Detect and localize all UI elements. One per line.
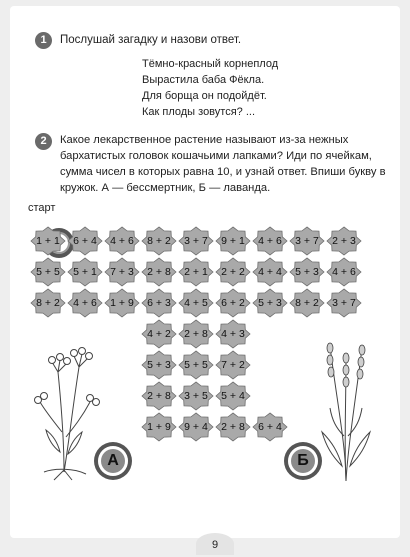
maze-cell-expression: 5 + 3 [147, 359, 171, 371]
maze-cell[interactable] [141, 412, 177, 442]
maze-cell-expression: 8 + 2 [36, 297, 60, 309]
maze-cell-expression: 1 + 9 [147, 421, 171, 433]
maze-cell[interactable] [215, 350, 251, 380]
workbook-page [10, 6, 400, 551]
maze-cell[interactable] [67, 288, 103, 318]
maze-cell-expression: 3 + 7 [295, 235, 319, 247]
task-1-instruction: Послушай загадку и назови ответ. [60, 34, 242, 46]
maze-cell-expression: 2 + 1 [184, 266, 208, 278]
maze-cell[interactable] [215, 257, 251, 287]
maze-cell-expression: 5 + 4 [221, 390, 245, 402]
maze-cell-expression: 8 + 2 [295, 297, 319, 309]
page-number: 9 [196, 533, 234, 555]
maze-cell-expression: 8 + 2 [147, 235, 171, 247]
maze-cell-expression: 5 + 5 [36, 266, 60, 278]
maze-cell-expression: 7 + 2 [221, 359, 245, 371]
maze-cell[interactable] [104, 257, 140, 287]
maze-cell[interactable] [289, 226, 325, 256]
maze-cell[interactable] [178, 381, 214, 411]
task-2-number-badge: 2 [35, 133, 52, 150]
maze-cell-expression: 4 + 4 [258, 266, 282, 278]
maze-cell[interactable] [141, 381, 177, 411]
maze-cell-expression: 4 + 6 [258, 235, 282, 247]
maze-cell-expression: 9 + 1 [221, 235, 245, 247]
maze-cell[interactable] [178, 350, 214, 380]
maze-cell-expression: 4 + 6 [332, 266, 356, 278]
maze-cell-expression: 2 + 2 [221, 266, 245, 278]
lavender-plant-illustration [306, 336, 386, 486]
maze-cell-expression: 6 + 4 [258, 421, 282, 433]
maze-cell-expression: 5 + 3 [295, 266, 319, 278]
maze-cell-expression: 5 + 5 [184, 359, 208, 371]
maze-cell[interactable] [326, 226, 362, 256]
immortelle-plant-illustration [24, 342, 104, 482]
maze-cell-expression: 2 + 8 [221, 421, 245, 433]
riddle-line: Для борща он подойдёт. [142, 90, 267, 102]
maze-cell[interactable] [67, 226, 103, 256]
maze-cell-expression: 2 + 8 [147, 390, 171, 402]
maze-cell[interactable] [178, 412, 214, 442]
maze-cell[interactable] [30, 226, 66, 256]
maze-cell[interactable] [252, 288, 288, 318]
maze-cell[interactable] [252, 226, 288, 256]
maze-cell-expression: 1 + 9 [110, 297, 134, 309]
maze-cell-expression: 6 + 2 [221, 297, 245, 309]
maze-cell[interactable] [141, 319, 177, 349]
maze-cell[interactable] [141, 350, 177, 380]
maze-cell-expression: 2 + 8 [184, 328, 208, 340]
maze-cell-expression: 3 + 7 [332, 297, 356, 309]
maze-cell[interactable] [178, 226, 214, 256]
maze-cell[interactable] [215, 412, 251, 442]
maze-cell[interactable] [252, 257, 288, 287]
maze-cell-expression: 4 + 2 [147, 328, 171, 340]
maze-cell-expression: 6 + 4 [73, 235, 97, 247]
task-1-number-badge: 1 [35, 32, 52, 49]
maze-cell-expression: 5 + 1 [73, 266, 97, 278]
start-label: старт [28, 202, 56, 214]
maze-cell[interactable] [141, 226, 177, 256]
maze-cell[interactable] [104, 226, 140, 256]
maze-cell[interactable] [104, 288, 140, 318]
maze-cell-expression: 9 + 4 [184, 421, 208, 433]
maze-cell[interactable] [215, 288, 251, 318]
maze-cell[interactable] [326, 257, 362, 287]
riddle-line: Вырастила баба Фёкла. [142, 74, 265, 86]
maze-cell[interactable] [215, 319, 251, 349]
maze-cell-expression: 4 + 6 [110, 235, 134, 247]
maze-cell-expression: 4 + 5 [184, 297, 208, 309]
maze-cell-expression: 3 + 7 [184, 235, 208, 247]
maze-cell[interactable] [178, 288, 214, 318]
answer-circle-a[interactable]: А [98, 446, 128, 476]
maze-cell[interactable] [289, 288, 325, 318]
maze-cell-expression: 2 + 3 [332, 235, 356, 247]
maze-cell[interactable] [178, 319, 214, 349]
answer-circle-b[interactable]: Б [288, 446, 318, 476]
maze-cell-expression: 5 + 3 [258, 297, 282, 309]
maze-cell[interactable] [178, 257, 214, 287]
maze-cell[interactable] [252, 412, 288, 442]
maze-cell[interactable] [141, 257, 177, 287]
maze-cell-expression: 6 + 3 [147, 297, 171, 309]
maze-cell[interactable] [215, 381, 251, 411]
maze-cell-expression: 7 + 3 [110, 266, 134, 278]
maze-cell[interactable] [326, 288, 362, 318]
maze-cell[interactable] [141, 288, 177, 318]
maze-cell[interactable] [67, 257, 103, 287]
maze-cell-expression: 1 + 1 [36, 235, 60, 247]
maze-cell-expression: 4 + 6 [73, 297, 97, 309]
maze-cell[interactable] [289, 257, 325, 287]
riddle-line: Тёмно-красный корнеплод [142, 58, 279, 70]
maze-cell-expression: 4 + 3 [221, 328, 245, 340]
riddle-line: Как плоды зовутся? ... [142, 106, 256, 118]
maze-cell[interactable] [30, 288, 66, 318]
maze-cell-expression: 3 + 5 [184, 390, 208, 402]
maze-cell[interactable] [215, 226, 251, 256]
task-2-text: Какое лекарственное растение называют из-за нежных бархатистых головок кошачьими лапками? Иди по ячейкам, сумма чисел в которых равна 10, и узнай ответ. Впиши букву в кружок. А — бессмертник, Б — лаванда. [60, 134, 386, 194]
maze-cell-expression: 2 + 8 [147, 266, 171, 278]
maze-cell[interactable] [30, 257, 66, 287]
